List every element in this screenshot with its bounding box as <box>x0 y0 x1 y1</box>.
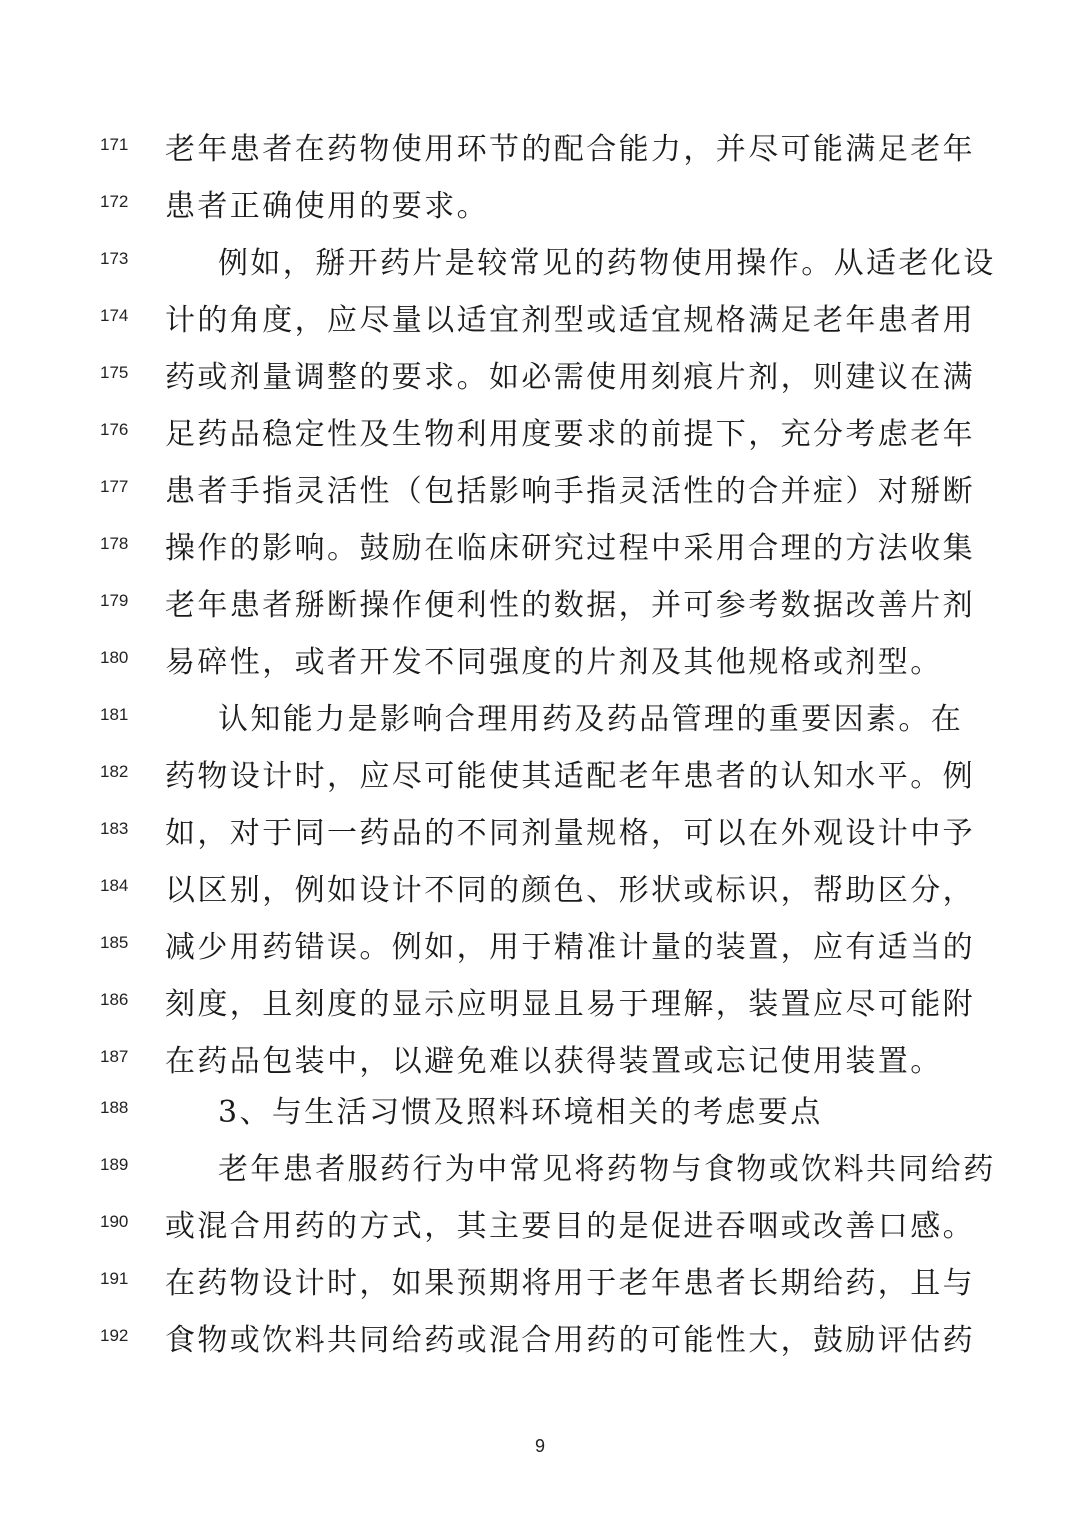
line-text: 在药物设计时，如果预期将用于老年患者长期给药，且与 <box>165 1266 975 1301</box>
line-text: 如，对于同一药品的不同剂量规格，可以在外观设计中予 <box>165 816 975 851</box>
text-line <box>0 805 1080 862</box>
line-number: 189 <box>100 1155 129 1174</box>
line-number: 181 <box>100 705 129 724</box>
line-text: 或混合用药的方式，其主要目的是促进吞咽或改善口感。 <box>165 1209 975 1244</box>
line-text: 食物或饮料共同给药或混合用药的可能性大，鼓励评估药 <box>165 1323 975 1358</box>
line-text: 老年患者掰断操作便利性的数据，并可参考数据改善片剂 <box>165 588 975 623</box>
line-text: 药或剂量调整的要求。如必需使用刻痕片剂，则建议在满 <box>165 360 975 395</box>
line-text: 刻度，且刻度的显示应明显且易于理解，装置应尽可能附 <box>165 987 975 1022</box>
line-text: 老年患者服药行为中常见将药物与食物或饮料共同给药 <box>218 1152 996 1187</box>
text-line <box>0 1141 1080 1198</box>
text-line <box>0 406 1080 463</box>
section-heading: 3、与生活习惯及照料环境相关的考虑要点 <box>218 1095 823 1130</box>
line-number: 190 <box>100 1212 129 1231</box>
line-number: 174 <box>100 306 129 325</box>
line-number: 182 <box>100 762 129 781</box>
text-line <box>0 1255 1080 1312</box>
text-line <box>0 691 1080 748</box>
text-line <box>0 634 1080 691</box>
line-text: 操作的影响。鼓励在临床研究过程中采用合理的方法收集 <box>165 531 975 566</box>
line-number: 187 <box>100 1047 129 1066</box>
line-text: 以区别，例如设计不同的颜色、形状或标识，帮助区分， <box>165 873 975 908</box>
line-number: 183 <box>100 819 129 838</box>
page-number: 9 <box>534 1436 545 1456</box>
line-text: 足药品稳定性及生物利用度要求的前提下，充分考虑老年 <box>165 417 975 452</box>
line-number: 180 <box>100 648 129 667</box>
line-number: 192 <box>100 1326 129 1345</box>
text-line <box>0 577 1080 634</box>
line-number: 171 <box>100 135 129 154</box>
line-number: 184 <box>100 876 129 895</box>
line-text: 计的角度，应尽量以适宜剂型或适宜规格满足老年患者用 <box>165 303 975 338</box>
line-text: 易碎性，或者开发不同强度的片剂及其他规格或剂型。 <box>165 645 943 680</box>
text-line <box>0 121 1080 178</box>
line-text: 认知能力是影响合理用药及药品管理的重要因素。在 <box>218 702 964 737</box>
line-number: 176 <box>100 420 129 439</box>
line-text: 在药品包装中，以避免难以获得装置或忘记使用装置。 <box>165 1044 943 1079</box>
line-number: 185 <box>100 933 129 952</box>
line-number: 175 <box>100 363 129 382</box>
text-line <box>0 1033 1080 1090</box>
text-line <box>0 178 1080 235</box>
line-text: 老年患者在药物使用环节的配合能力，并尽可能满足老年 <box>165 132 975 167</box>
line-number: 173 <box>100 249 129 268</box>
text-line <box>0 1084 1080 1141</box>
line-number: 179 <box>100 591 129 610</box>
line-text: 例如，掰开药片是较常见的药物使用操作。从适老化设 <box>218 246 996 281</box>
text-line <box>0 1198 1080 1255</box>
text-line <box>0 1312 1080 1369</box>
line-number: 186 <box>100 990 129 1009</box>
text-line <box>0 976 1080 1033</box>
text-line <box>0 463 1080 520</box>
line-number: 177 <box>100 477 129 496</box>
line-text: 患者正确使用的要求。 <box>165 189 489 224</box>
text-line <box>0 235 1080 292</box>
line-text: 减少用药错误。例如，用于精准计量的装置，应有适当的 <box>165 930 975 965</box>
line-number: 178 <box>100 534 129 553</box>
line-number: 188 <box>100 1098 129 1117</box>
text-line <box>0 919 1080 976</box>
text-line <box>0 292 1080 349</box>
line-text: 患者手指灵活性（包括影响手指灵活性的合并症）对掰断 <box>165 474 975 509</box>
line-number: 191 <box>100 1269 129 1288</box>
line-number: 172 <box>100 192 129 211</box>
text-line <box>0 748 1080 805</box>
text-line <box>0 349 1080 406</box>
line-text: 药物设计时，应尽可能使其适配老年患者的认知水平。例 <box>165 759 975 794</box>
text-line <box>0 862 1080 919</box>
text-line <box>0 520 1080 577</box>
